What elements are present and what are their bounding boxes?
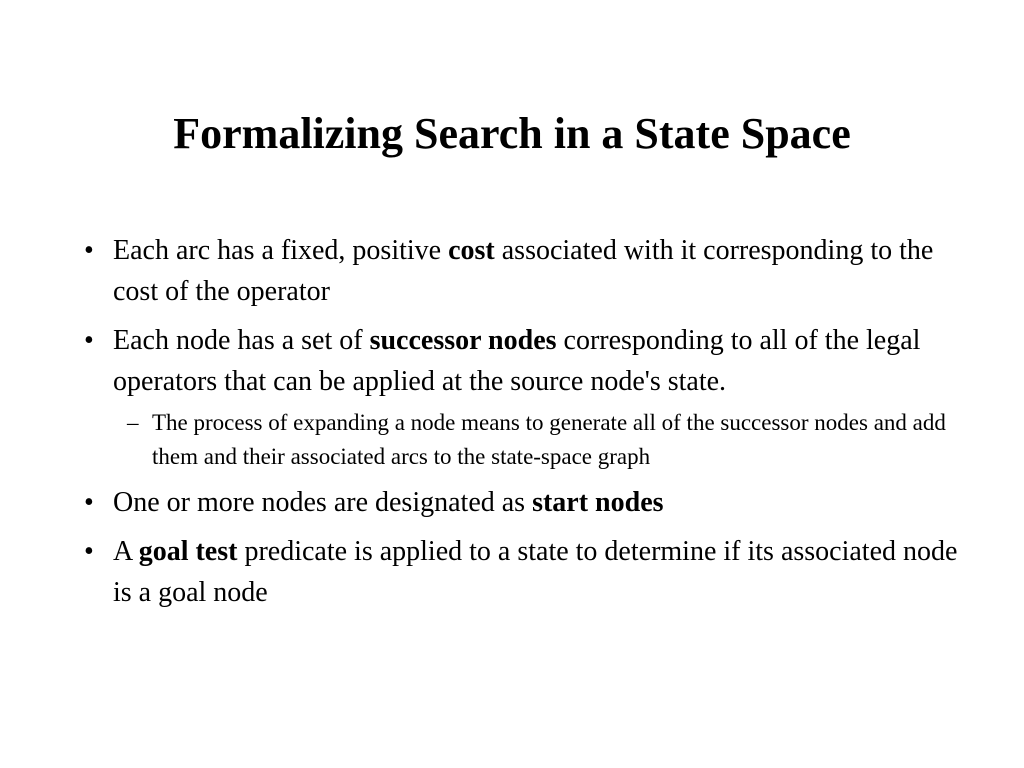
bullet-bold-term: start nodes [532, 487, 664, 518]
bullet-marker: • [84, 487, 94, 518]
bullet-list [84, 230, 964, 621]
sub-bullet-marker: – [127, 410, 139, 435]
bullet-text: Each node has a set of [113, 325, 370, 356]
bullet-item-goal-test [84, 531, 964, 613]
bullet-text: One or more nodes are designated as [113, 487, 533, 518]
bullet-bold-term: cost [448, 235, 495, 266]
sub-bullet-list [113, 406, 964, 474]
bullet-bold-term: successor nodes [369, 325, 557, 356]
bullet-bold-term: goal test [138, 536, 238, 567]
bullet-marker: • [84, 235, 94, 266]
bullet-marker: • [84, 325, 94, 356]
bullet-text: associated with it corresponding to the cost of the operator [113, 235, 934, 307]
bullet-item-start-nodes [84, 482, 964, 523]
bullet-text: predicate is applied to a state to determine if its associated node is a goal node [113, 536, 958, 608]
bullet-item-arc-cost [84, 230, 964, 312]
bullet-marker: • [84, 536, 94, 567]
bullet-item-successor-nodes [84, 320, 964, 474]
sub-bullet-text: The process of expanding a node means to generate all of the successor nodes and add them and their associated arcs to the state-space graph [152, 410, 946, 469]
bullet-text: corresponding to all of the legal operators that can be applied at the source node's state. [113, 325, 921, 397]
slide-title: Formalizing Search in a State Space [173, 109, 851, 158]
sub-bullet-item-expanding [113, 406, 964, 474]
bullet-text: A [113, 536, 139, 567]
bullet-text: Each arc has a fixed, positive [113, 235, 449, 266]
